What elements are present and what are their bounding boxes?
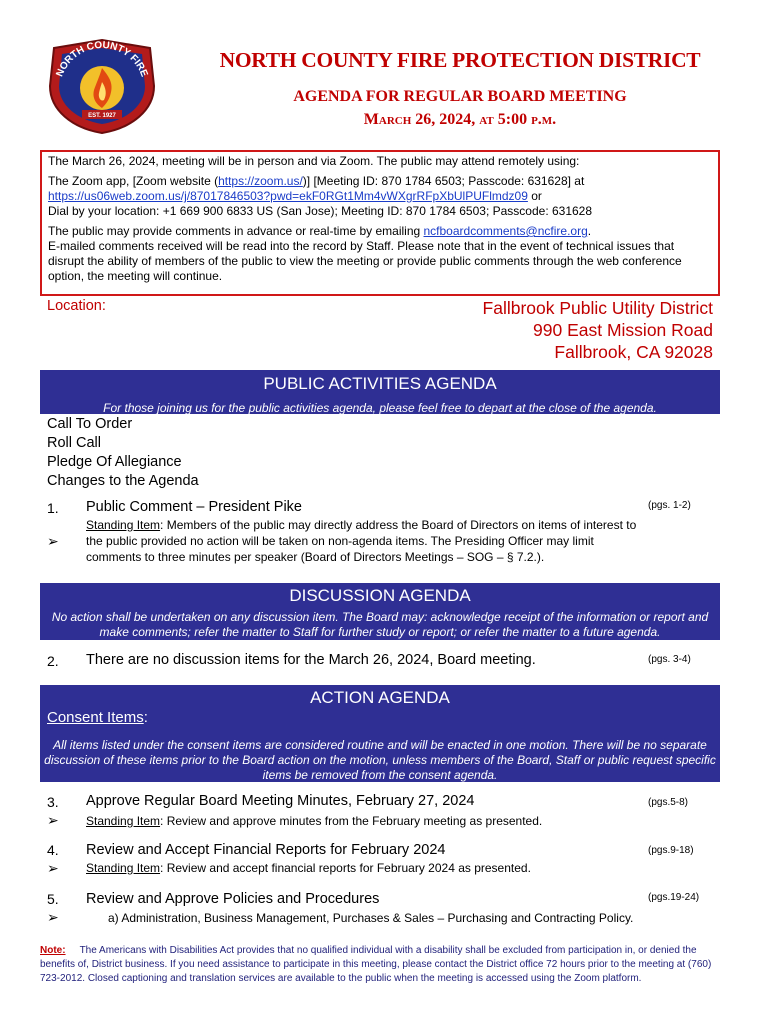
item-4-title: Review and Accept Financial Reports for February 2024 bbox=[86, 842, 446, 858]
public-activities-note: For those joining us for the public activities agenda, please feel free to depart at the close of the agenda. bbox=[103, 401, 657, 415]
consent-note: All items listed under the consent items are considered routine and will be enacted in one motion. There will be no separate discussion of these items prior to the Board action on the motion, unless members of the Board, Staff or public request specific items be removed from the consent agenda. bbox=[44, 738, 716, 782]
item-3-pages: (pgs.5-8) bbox=[648, 797, 689, 808]
zoom-dial-in: Dial by your location: +1 669 900 6833 US (San Jose); Meeting ID: 870 1784 6503; Passcode: 631628 bbox=[48, 204, 593, 218]
opening-item-changes: Changes to the Agenda bbox=[47, 473, 199, 489]
item-1-number: 1. bbox=[47, 500, 59, 516]
consent-items-label: Consent Items: bbox=[47, 709, 148, 726]
note-label: Note: bbox=[40, 945, 66, 956]
item-3-number: 3. bbox=[47, 794, 59, 810]
discussion-band bbox=[40, 583, 720, 640]
arrow-bullet-icon: ➢ bbox=[47, 812, 59, 828]
item-1-description: Standing Item: Members of the public may directly address the Board of Directors on items of interest to the public provided no action will be taken on non-agenda items. The Presiding Officer may limit comments to three minutes per speaker (Board of Directors Meetings – SOG – § 7.2.). bbox=[86, 518, 637, 564]
zoom-intro: The March 26, 2024, meeting will be in person and via Zoom. The public may attend remotely using: bbox=[48, 154, 580, 168]
logo-arc-text: NORTH COUNTY FIRE bbox=[54, 39, 150, 79]
action-band bbox=[40, 685, 720, 782]
comments-email-link[interactable]: ncfboardcomments@ncfire.org bbox=[423, 224, 588, 238]
page-title: NORTH COUNTY FIRE PROTECTION DISTRICT bbox=[219, 48, 701, 72]
item-4-number: 4. bbox=[47, 842, 59, 858]
ada-note: Note: The Americans with Disabilities Act provides that no qualified individual with a disability shall be excluded from participation in, or denied the benefits of, District business. If you need assistance to participate in this meeting, please contact the District office 72 hours prior to the meeting at (760) 723-2012. Closed captioning and translation services are available to the public when the meeting is accessed using the Zoom platform. bbox=[40, 945, 712, 984]
zoom-website-link[interactable]: https://zoom.us/ bbox=[218, 174, 303, 188]
agenda-title: AGENDA FOR REGULAR BOARD MEETING bbox=[293, 88, 627, 105]
item-1-pages: (pgs. 1-2) bbox=[648, 500, 691, 511]
item-1-title: Public Comment – President Pike bbox=[86, 499, 302, 515]
action-heading: ACTION AGENDA bbox=[310, 688, 450, 707]
opening-item-call-to-order: Call To Order bbox=[47, 416, 133, 432]
item-3-description: Standing Item: Review and approve minutes from the February meeting as presented. bbox=[86, 814, 543, 828]
item-3-title: Approve Regular Board Meeting Minutes, February 27, 2024 bbox=[86, 793, 475, 809]
public-activities-heading: PUBLIC ACTIVITIES AGENDA bbox=[263, 374, 497, 393]
meeting-date: March 26, 2024, at 5:00 p.m. bbox=[363, 111, 557, 128]
discussion-note: No action shall be undertaken on any discussion item. The Board may: acknowledge receipt of the information or report and make comments; refer the matter to Staff for further study or report; or refer the matter to a future agenda. bbox=[51, 610, 709, 639]
location-label: Location: bbox=[47, 298, 106, 314]
zoom-access: The Zoom app, [Zoom website (https://zoom.us/)] [Meeting ID: 870 1784 6503; Passcode: 631628] at https://us06web.zoom.us/j/87017846503?pwd=ekF0RGt1Mm4vWXgrRFpXbUlPUFlmdz09 or Dial by your location: +1 669 900 6833 US (San Jose); Meeting ID: 870 1784 6503; Passcode: 631628 bbox=[48, 174, 593, 218]
item-2-number: 2. bbox=[47, 653, 59, 669]
arrow-bullet-icon: ➢ bbox=[47, 533, 59, 549]
item-5-number: 5. bbox=[47, 891, 59, 907]
opening-item-pledge: Pledge Of Allegiance bbox=[47, 454, 182, 470]
public-activities-band bbox=[40, 370, 720, 414]
item-2-title: There are no discussion items for the March 26, 2024, Board meeting. bbox=[86, 652, 536, 668]
opening-item-roll-call: Roll Call bbox=[47, 435, 101, 451]
zoom-info-box bbox=[40, 150, 720, 296]
fire-district-logo bbox=[44, 38, 160, 134]
item-2-pages: (pgs. 3-4) bbox=[648, 654, 691, 665]
item-4-pages: (pgs.9-18) bbox=[648, 845, 694, 856]
item-5-pages: (pgs.19-24) bbox=[648, 892, 700, 903]
discussion-heading: DISCUSSION AGENDA bbox=[289, 586, 471, 605]
public-comment-info: The public may provide comments in advance or real-time by emailing ncfboardcomments@ncfire.org. E-mailed comments received will be read into the record by Staff. Please note that in the event of technical issues that disrupt the ability of members of the public to view the meeting or provide public comments through the web conference option, the meeting will continue. bbox=[48, 224, 682, 283]
zoom-meeting-link[interactable]: https://us06web.zoom.us/j/87017846503?pwd=ekF0RGt1Mm4vWXgrRFpXbUlPUFlmdz09 bbox=[48, 189, 528, 203]
arrow-bullet-icon: ➢ bbox=[47, 860, 59, 876]
location-address: Fallbrook Public Utility District 990 East Mission Road Fallbrook, CA 92028 bbox=[482, 298, 713, 362]
item-4-description: Standing Item: Review and accept financial reports for February 2024 as presented. bbox=[86, 861, 531, 875]
arrow-bullet-icon: ➢ bbox=[47, 909, 59, 925]
item-5-sub-a: a) Administration, Business Management, Purchases & Sales – Purchasing and Contracting Policy. bbox=[108, 911, 634, 925]
item-5-title: Review and Approve Policies and Procedures bbox=[86, 891, 380, 907]
logo-est-text: EST. 1927 bbox=[88, 113, 116, 119]
